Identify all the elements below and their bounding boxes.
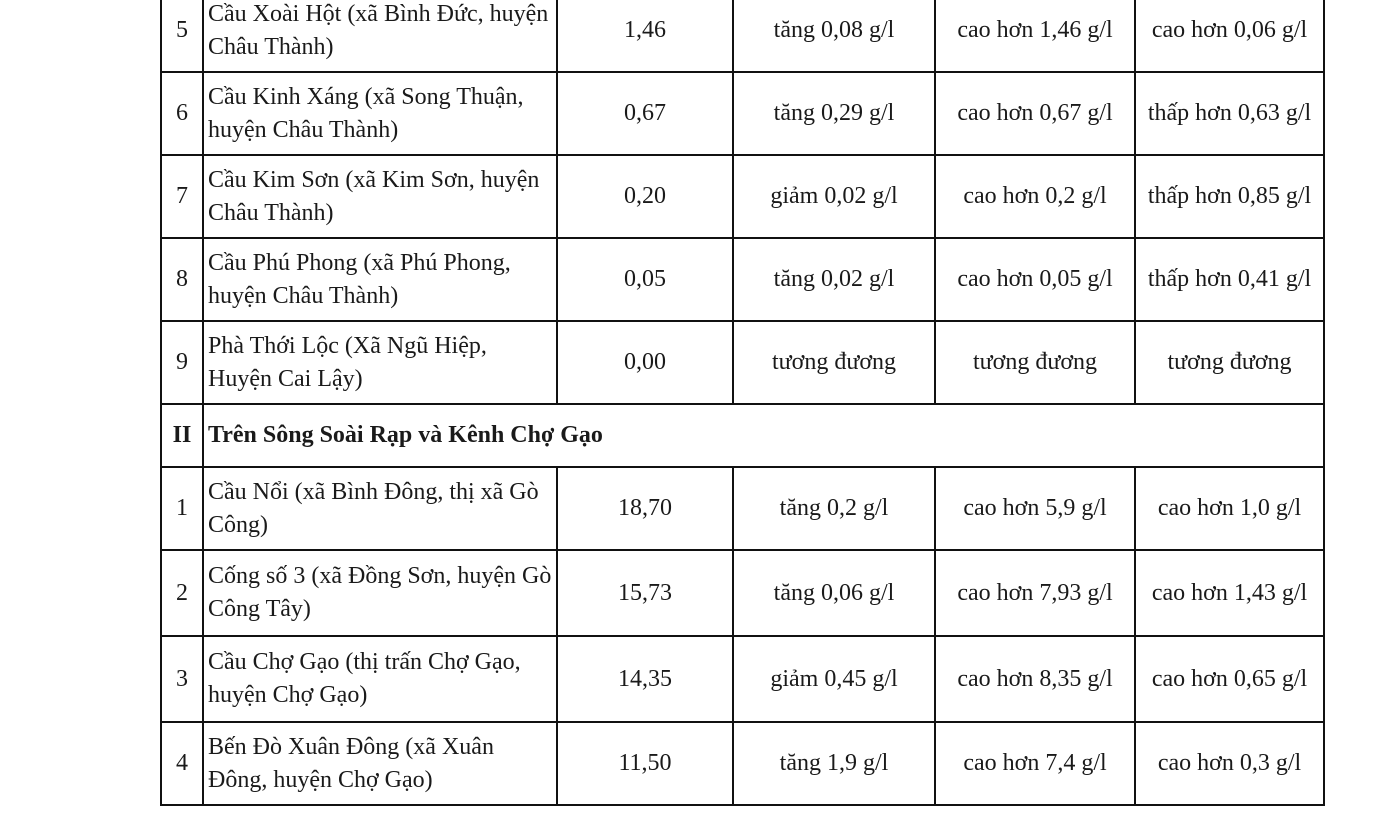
change-cell: giảm 0,02 g/l bbox=[733, 155, 935, 238]
salinity-cell: 0,05 bbox=[557, 238, 733, 321]
salinity-cell: 1,46 bbox=[557, 0, 733, 72]
compare-2-cell: thấp hơn 0,63 g/l bbox=[1135, 72, 1324, 155]
row-number: 2 bbox=[161, 550, 203, 636]
row-number: 8 bbox=[161, 238, 203, 321]
change-cell: tăng 0,06 g/l bbox=[733, 550, 935, 636]
compare-2-cell: thấp hơn 0,85 g/l bbox=[1135, 155, 1324, 238]
location-cell: Cầu Phú Phong (xã Phú Phong, huyện Châu Thành) bbox=[203, 238, 557, 321]
change-cell: tăng 0,02 g/l bbox=[733, 238, 935, 321]
section-number: II bbox=[161, 404, 203, 467]
location-cell: Cầu Xoài Hột (xã Bình Đức, huyện Châu Thành) bbox=[203, 0, 557, 72]
compare-1-cell: cao hơn 7,93 g/l bbox=[935, 550, 1135, 636]
location-cell: Cống số 3 (xã Đồng Sơn, huyện Gò Công Tây) bbox=[203, 550, 557, 636]
location-cell: Bến Đò Xuân Đông (xã Xuân Đông, huyện Chợ Gạo) bbox=[203, 722, 557, 805]
compare-1-cell: cao hơn 5,9 g/l bbox=[935, 467, 1135, 550]
compare-2-cell: thấp hơn 0,41 g/l bbox=[1135, 238, 1324, 321]
row-number: 3 bbox=[161, 636, 203, 722]
row-number: 1 bbox=[161, 467, 203, 550]
salinity-cell: 0,20 bbox=[557, 155, 733, 238]
table-row bbox=[161, 321, 1324, 404]
location-cell: Cầu Kinh Xáng (xã Song Thuận, huyện Châu Thành) bbox=[203, 72, 557, 155]
row-number: 4 bbox=[161, 722, 203, 805]
change-cell: tăng 0,29 g/l bbox=[733, 72, 935, 155]
salinity-cell: 11,50 bbox=[557, 722, 733, 805]
compare-1-cell: tương đương bbox=[935, 321, 1135, 404]
table-row bbox=[161, 722, 1324, 805]
location-cell: Cầu Kim Sơn (xã Kim Sơn, huyện Châu Thành) bbox=[203, 155, 557, 238]
compare-1-cell: cao hơn 7,4 g/l bbox=[935, 722, 1135, 805]
compare-2-cell: cao hơn 0,06 g/l bbox=[1135, 0, 1324, 72]
location-cell: Cầu Nổi (xã Bình Đông, thị xã Gò Công) bbox=[203, 467, 557, 550]
compare-1-cell: cao hơn 0,05 g/l bbox=[935, 238, 1135, 321]
compare-1-cell: cao hơn 0,2 g/l bbox=[935, 155, 1135, 238]
compare-2-cell: cao hơn 0,3 g/l bbox=[1135, 722, 1324, 805]
table-row bbox=[161, 0, 1324, 72]
compare-2-cell: cao hơn 1,0 g/l bbox=[1135, 467, 1324, 550]
compare-2-cell: cao hơn 0,65 g/l bbox=[1135, 636, 1324, 722]
salinity-table bbox=[160, 0, 1325, 806]
compare-1-cell: cao hơn 0,67 g/l bbox=[935, 72, 1135, 155]
table-row bbox=[161, 467, 1324, 550]
salinity-cell: 18,70 bbox=[557, 467, 733, 550]
change-cell: tăng 0,08 g/l bbox=[733, 0, 935, 72]
table-row bbox=[161, 238, 1324, 321]
table-row bbox=[161, 155, 1324, 238]
compare-1-cell: cao hơn 1,46 g/l bbox=[935, 0, 1135, 72]
table-row bbox=[161, 550, 1324, 636]
location-cell: Cầu Chợ Gạo (thị trấn Chợ Gạo, huyện Chợ Gạo) bbox=[203, 636, 557, 722]
salinity-cell: 15,73 bbox=[557, 550, 733, 636]
section-header-row bbox=[161, 404, 1324, 467]
compare-2-cell: tương đương bbox=[1135, 321, 1324, 404]
row-number: 9 bbox=[161, 321, 203, 404]
compare-1-cell: cao hơn 8,35 g/l bbox=[935, 636, 1135, 722]
salinity-cell: 0,00 bbox=[557, 321, 733, 404]
row-number: 5 bbox=[161, 0, 203, 72]
salinity-cell: 0,67 bbox=[557, 72, 733, 155]
change-cell: giảm 0,45 g/l bbox=[733, 636, 935, 722]
row-number: 6 bbox=[161, 72, 203, 155]
row-number: 7 bbox=[161, 155, 203, 238]
salinity-cell: 14,35 bbox=[557, 636, 733, 722]
compare-2-cell: cao hơn 1,43 g/l bbox=[1135, 550, 1324, 636]
change-cell: tăng 1,9 g/l bbox=[733, 722, 935, 805]
section-title: Trên Sông Soài Rạp và Kênh Chợ Gạo bbox=[203, 404, 1324, 467]
change-cell: tăng 0,2 g/l bbox=[733, 467, 935, 550]
table-row bbox=[161, 72, 1324, 155]
table-row bbox=[161, 636, 1324, 722]
change-cell: tương đương bbox=[733, 321, 935, 404]
location-cell: Phà Thới Lộc (Xã Ngũ Hiệp, Huyện Cai Lậy) bbox=[203, 321, 557, 404]
